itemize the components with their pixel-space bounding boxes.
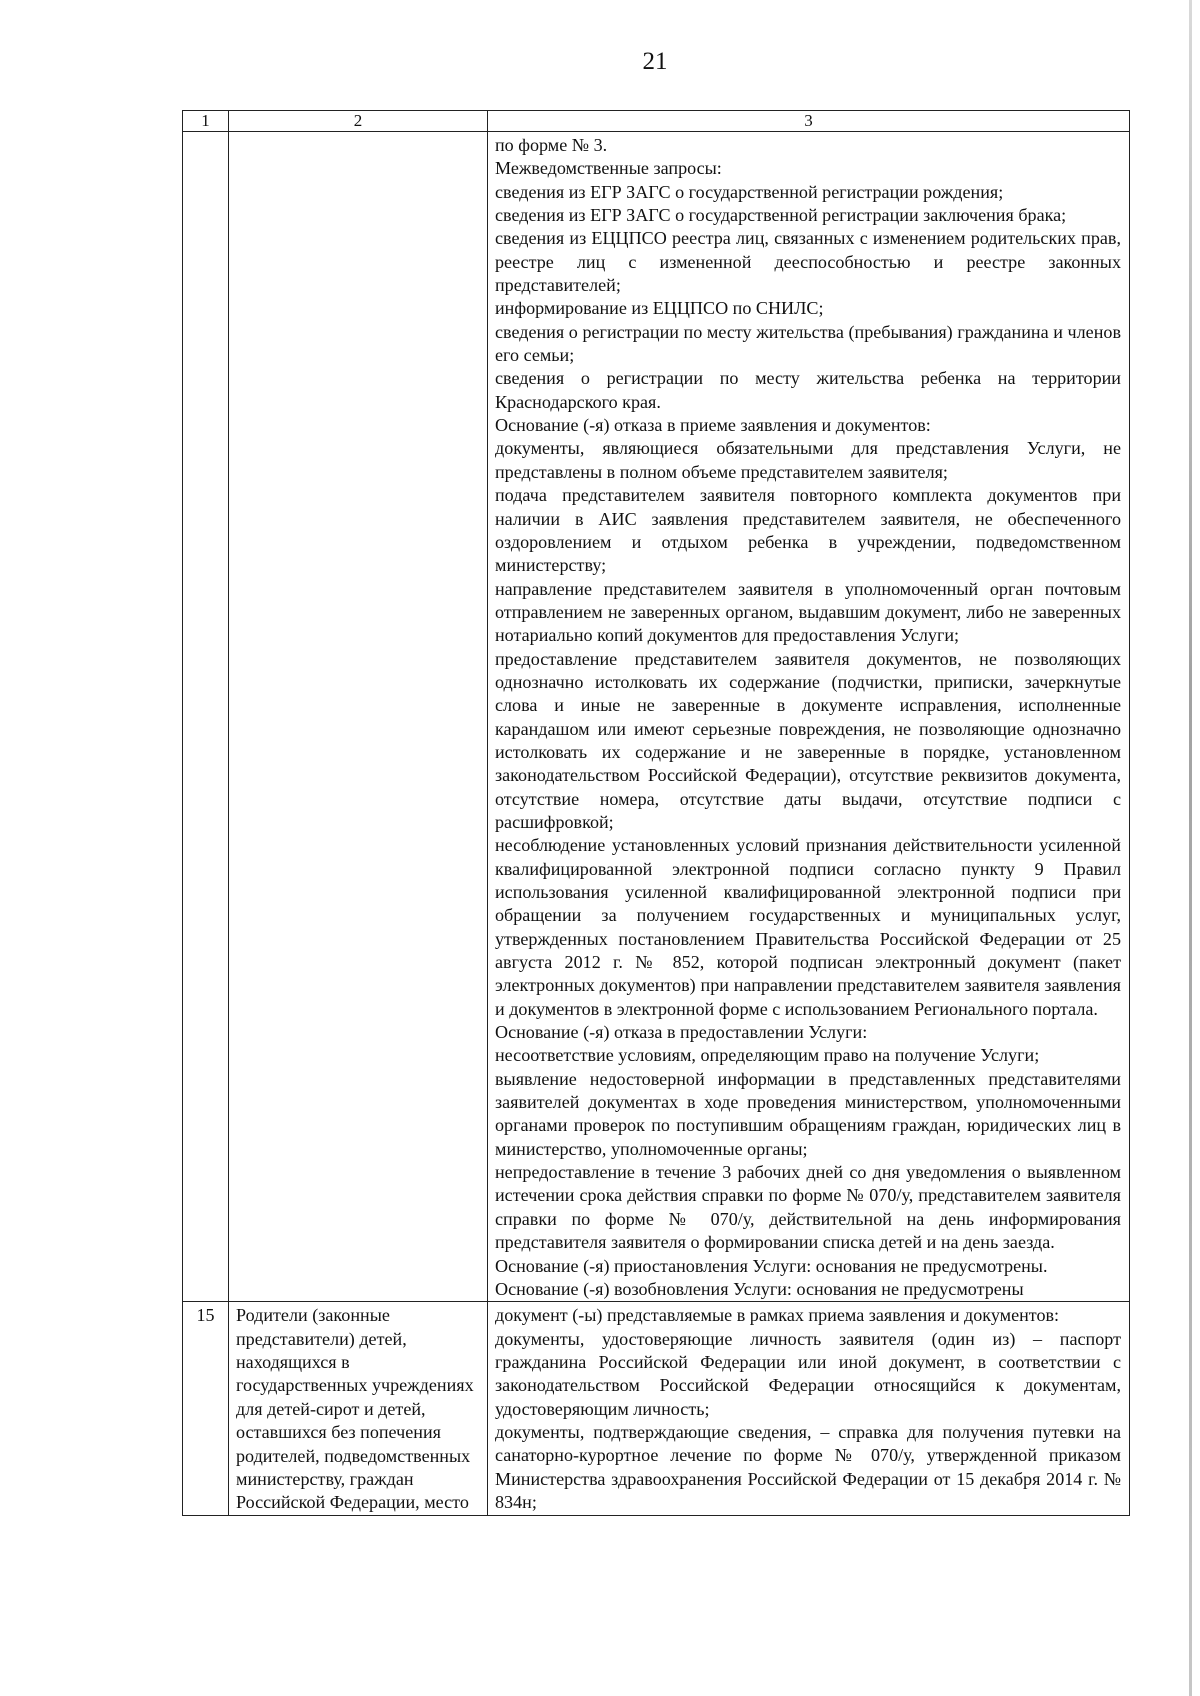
recipient-category-cell: Родители (законные представители) детей, находящихся в государственных учреждениях для детей-сирот и детей, оставшихся без попечения родителей, подведомственных министерству, граждан Российской Федерации, место [229, 1302, 488, 1516]
text-line: подача представителем заявителя повторного комплекта документов при наличии в АИС заявления представителем заявителя, не обеспеченного оздоровлением и отдыхом ребенка в учреждении, подведомственном министерству; [495, 485, 1121, 576]
text-line: Основание (-я) возобновления Услуги: основания не предусмотрены [495, 1278, 1024, 1299]
text-line: документы, удостоверяющие личность заявителя (один из) – паспорт гражданина Российской Федерации или иной документ, в соответствии с законодательством Российской Федерации относящийся к документам, удостоверяющим личность; [495, 1328, 1121, 1419]
text-line: Основание (-я) приостановления Услуги: основания не предусмотрены. [495, 1255, 1048, 1276]
table-row [183, 132, 1130, 1302]
table-row [183, 1302, 1130, 1516]
text-line: Межведомственные запросы: [495, 158, 722, 179]
text-line: Основание (-я) отказа в предоставлении Услуги: [495, 1022, 868, 1043]
text-line: выявление недостоверной информации в представленных представителями заявителей документах в ходе проведения министерством, уполномоченными органами проверок по поступившим обращениям граждан, юридических лиц в министерство, уполномоченные органы; [495, 1068, 1121, 1159]
page-number: 21 [642, 48, 668, 75]
recipient-category-cell [229, 132, 488, 1302]
text-line: информирование из ЕЦЦПСО по СНИЛС; [495, 298, 824, 319]
requirements-cell [488, 132, 1130, 1302]
text-line: документы, являющиеся обязательными для представления Услуги, не представлены в полном объеме представителем заявителя; [495, 438, 1121, 482]
text-line: предоставление представителем заявителя документов, не позволяющих однозначно истолковать их содержание (подчистки, приписки, зачеркнутые слова и иные не заверенные в документе исправления, исполненные карандашом или имеют серьезные повреждения, не позволяющие однозначно истолковать их содержание и не заверенные в порядке, установленном законодательством Российской Федерации), отсутствие реквизитов документа, отсутствие номера, отсутствие даты выдачи, отсутствие подписи с расшифровкой; [495, 648, 1121, 832]
text-line: сведения из ЕГР ЗАГС о государственной регистрации заключения брака; [495, 205, 1067, 226]
header-col-2: 2 [229, 111, 488, 132]
text-line: документ (-ы) представляемые в рамках приема заявления и документов: [495, 1305, 1060, 1326]
text-line: Основание (-я) отказа в приеме заявления и документов: [495, 415, 931, 436]
text-line: сведения из ЕГР ЗАГС о государственной регистрации рождения; [495, 181, 1004, 202]
text-line: сведения из ЕЦЦПСО реестра лиц, связанных с изменением родительских прав, реестре лиц с измененной дееспособностью и реестре законных представителей; [495, 228, 1121, 296]
table-header-row [183, 111, 1130, 132]
document-table [182, 110, 1130, 1516]
text-line: по форме № 3. [495, 135, 608, 155]
text-line: несоблюдение установленных условий признания действительности усиленной квалифицированной электронной подписи согласно пункту 9 Правил использования усиленной квалифицированной электронной подписи при обращении за получением государственных и муниципальных услуг, утвержденных постановлением Правительства Российской Федерации от 25 августа 2012 г. № 852, которой подписан электронный документ (пакет электронных документов) при направлении представителем заявителя заявления и документов в электронной форме с использованием Регионального портала. [495, 835, 1121, 1019]
row-number-cell: 15 [183, 1302, 229, 1516]
text-line: непредоставление в течение 3 рабочих дней со дня уведомления о выявленном истечении срока действия справки по форме № 070/у, представителем заявителя справки по форме № 070/у, действительной на день информирования представителя заявителя о формировании списка детей и на день заезда. [495, 1162, 1121, 1253]
text-line: несоответствие условиям, определяющим право на получение Услуги; [495, 1045, 1040, 1066]
text-line: документы, подтверждающие сведения, – справка для получения путевки на санаторно-курортное лечение по форме № 070/у, утвержденной приказом Министерства здравоохранения Российской Федерации от 15 декабря 2014 г. № 834н; [495, 1421, 1121, 1512]
requirements-cell [488, 1302, 1130, 1516]
row-number-cell [183, 132, 229, 1302]
text-line: направление представителем заявителя в уполномоченный орган почтовым отправлением не заверенных органом, выдавшим документ, либо не заверенных нотариально копий документов для предоставления Услуги; [495, 578, 1121, 646]
header-col-3: 3 [488, 111, 1130, 132]
text-line: сведения о регистрации по месту жительства (пребывания) гражданина и членов его семьи; [495, 321, 1121, 366]
scan-edge-shadow [1189, 0, 1192, 1696]
header-col-1: 1 [183, 111, 229, 132]
text-line: сведения о регистрации по месту жительства ребенка на территории Краснодарского края. [495, 368, 1121, 412]
